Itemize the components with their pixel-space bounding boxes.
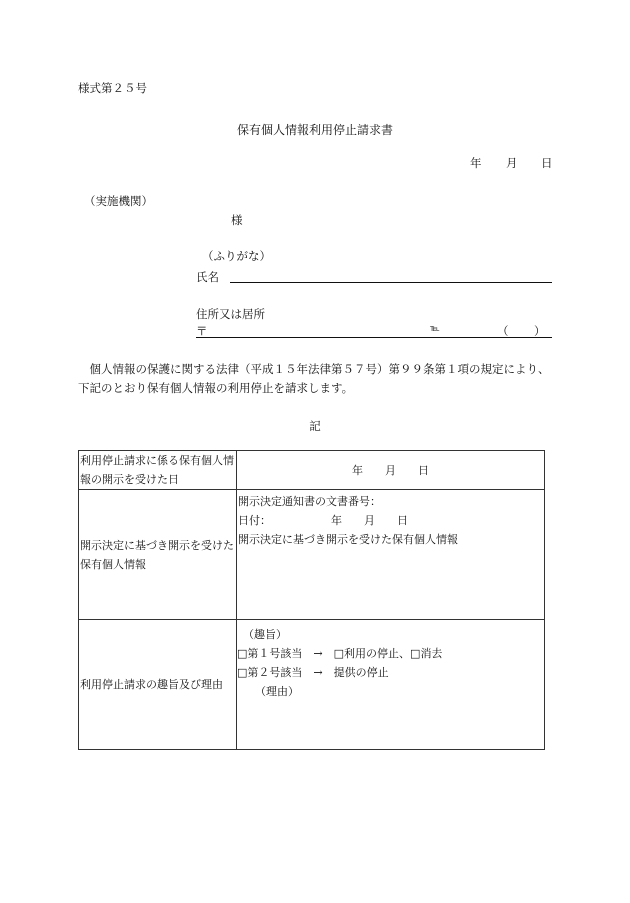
- tel-icon: ℡: [430, 324, 440, 334]
- notice-day: 日: [397, 514, 408, 527]
- honorific: 様: [231, 213, 243, 227]
- option-row-2: [237, 663, 544, 682]
- purpose-label: （趣旨）: [243, 628, 287, 641]
- disclosure-date-value-cell[interactable]: [237, 451, 545, 490]
- option1-erase: 消去: [420, 647, 443, 660]
- document-title: 保有個人情報利用停止請求書: [236, 123, 393, 137]
- table-row: [79, 490, 545, 620]
- arrow-icon: →: [313, 666, 323, 679]
- doc-number-label: 開示決定通知書の文書番号：: [238, 495, 381, 508]
- disclosed-info-value-cell[interactable]: [237, 490, 545, 620]
- purpose-reason-value-cell: [237, 620, 545, 750]
- disclosure-date-label-cell: [79, 451, 237, 490]
- request-statement: [78, 360, 550, 398]
- disclosed-info-label-cell: [79, 490, 237, 620]
- notice-month: 月: [364, 514, 375, 527]
- furigana-label: （ふりがな）: [202, 249, 271, 263]
- address-field-line[interactable]: [196, 337, 552, 338]
- purpose-reason-label: 利用停止請求の趣旨及び理由: [80, 678, 223, 691]
- address-label: 住所又は居所: [196, 307, 265, 321]
- notice-year: 年: [331, 514, 342, 527]
- name-field-line[interactable]: [230, 282, 552, 283]
- agency-label: （実施機関）: [84, 194, 153, 208]
- reason-label: （理由）: [255, 685, 299, 698]
- tel-paren-open: （: [497, 324, 509, 338]
- option2-prefix: 第２号該当: [247, 666, 303, 679]
- request-statement-text: 個人情報の保護に関する法律（平成１５年法律第５７号）第９９条第１項の規定により、下記のとおり保有個人情報の利用停止を請求します。: [78, 362, 550, 395]
- checkbox-item-2[interactable]: □: [237, 666, 248, 679]
- row1-day: 日: [418, 464, 429, 477]
- notice-date-label: 日付：: [238, 514, 271, 527]
- arrow-icon: →: [313, 647, 323, 660]
- option1-suspend-use: 利用の停止、: [344, 647, 411, 660]
- row1-year: 年: [352, 464, 363, 477]
- checkbox-suspend-use[interactable]: □: [333, 647, 345, 660]
- purpose-reason-label-cell: [79, 620, 237, 750]
- ki-heading: 記: [309, 419, 321, 433]
- date-month-label: 月: [506, 156, 518, 170]
- option1-prefix: 第１号該当: [247, 647, 303, 660]
- request-table: [78, 450, 545, 750]
- table-row: [79, 620, 545, 750]
- option2-stop-provision: 提供の停止: [333, 666, 389, 679]
- option-row-1: [237, 644, 544, 663]
- disclosed-info-sub-label: 開示決定に基づき開示を受けた保有個人情報: [238, 533, 458, 546]
- disclosed-info-label: 開示決定に基づき開示を受けた保有個人情報: [80, 538, 234, 571]
- table-row: [79, 451, 545, 490]
- disclosure-date-fields: [237, 451, 544, 478]
- checkbox-erase[interactable]: □: [410, 647, 421, 660]
- row1-month: 月: [385, 464, 396, 477]
- postal-mark: 〒: [196, 324, 208, 338]
- date-year-label: 年: [470, 156, 482, 170]
- date-day-label: 日: [541, 156, 553, 170]
- notice-date: [237, 511, 544, 530]
- form-number: 様式第２５号: [78, 81, 147, 95]
- checkbox-item-1[interactable]: □: [237, 647, 248, 660]
- name-label: 氏名: [196, 270, 219, 284]
- tel-paren-close: ）: [534, 324, 546, 338]
- disclosure-date-label: 利用停止請求に係る保有個人情報の開示を受けた日: [80, 454, 234, 486]
